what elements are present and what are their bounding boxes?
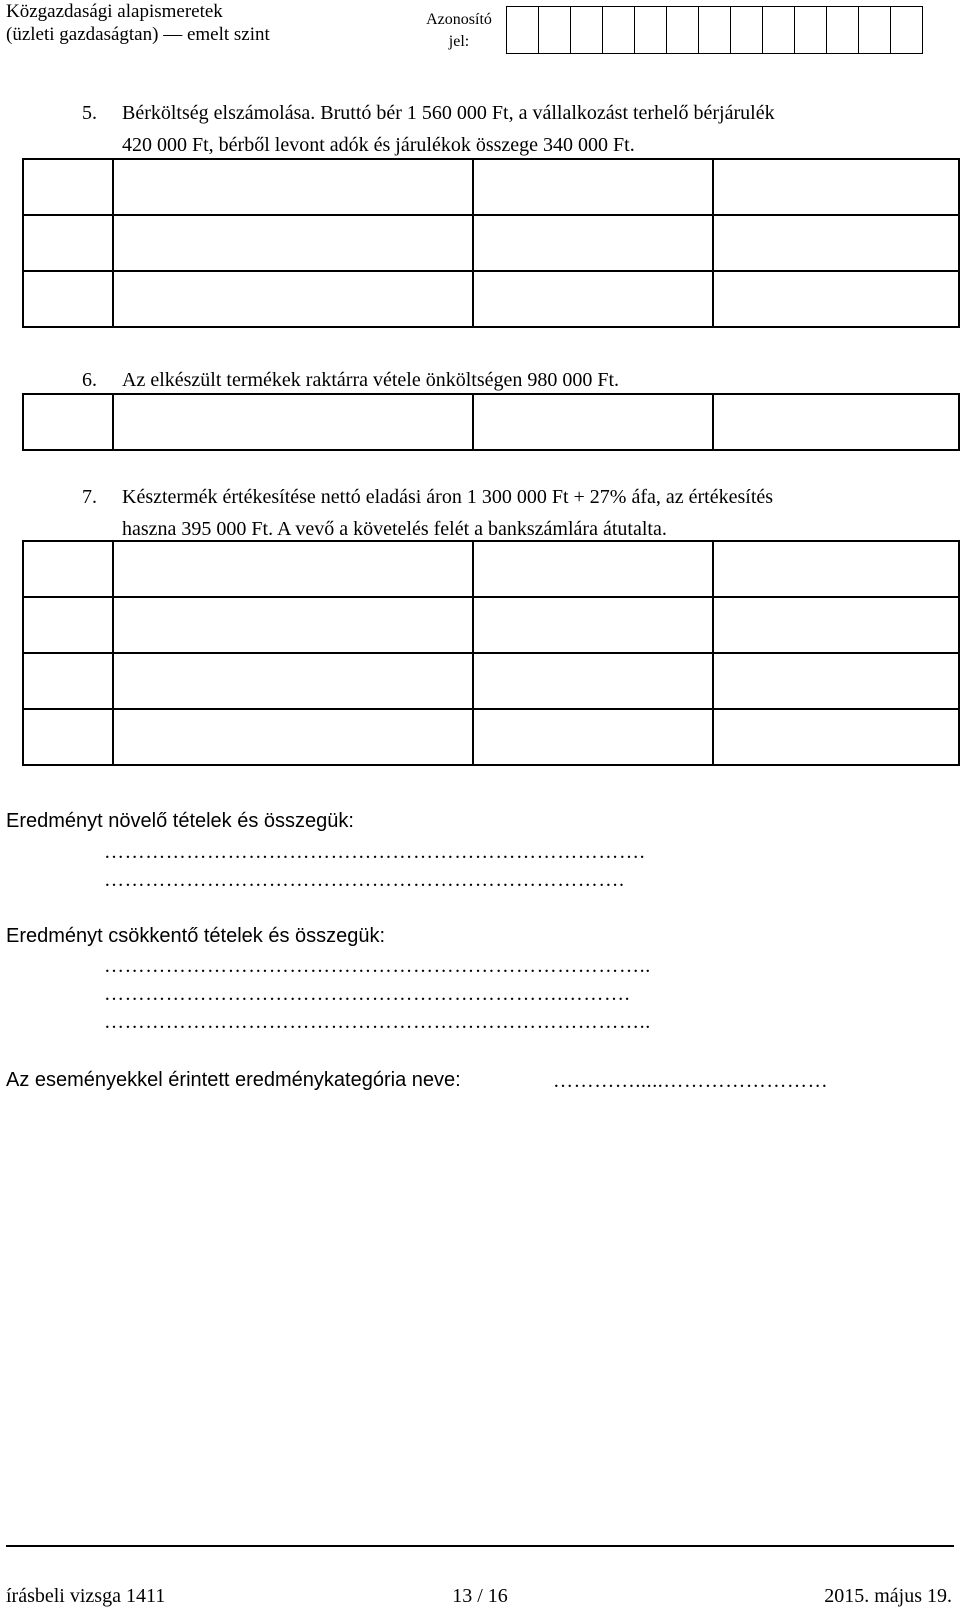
- category-answer-line[interactable]: ………….....……………………: [553, 1070, 829, 1092]
- subject-line-2: (üzleti gazdaságtan) — emelt szint: [6, 24, 270, 45]
- page-number: 13 / 16: [452, 1585, 508, 1607]
- cell[interactable]: [713, 271, 959, 327]
- table-row: [23, 159, 959, 215]
- exam-subject: [6, 0, 270, 46]
- answer-line[interactable]: ………………………………………………………………….: [104, 869, 625, 891]
- subject-line-1: Közgazdasági alapismeretek: [6, 1, 223, 22]
- answer-table-7: [22, 540, 960, 766]
- table-row: [23, 271, 959, 327]
- question-text: Bérköltség elszámolása. Bruttó bér 1 560 000 Ft, a vállalkozást terhelő bérjárulék: [122, 102, 775, 124]
- cell[interactable]: [113, 159, 473, 215]
- answer-line[interactable]: …………………………………………………………………….: [104, 841, 646, 863]
- cell[interactable]: [23, 271, 113, 327]
- cell[interactable]: [23, 159, 113, 215]
- cell[interactable]: [713, 394, 959, 450]
- question-text: Késztermék értékesítése nettó eladási áron 1 300 000 Ft + 27% áfa, az értékesítés: [122, 486, 774, 508]
- id-code-box[interactable]: [538, 6, 571, 54]
- question-text-cont: haszna 395 000 Ft. A vevő a követelés felét a bankszámlára átutalta.: [122, 518, 667, 540]
- cell[interactable]: [473, 709, 713, 765]
- cell[interactable]: [113, 653, 473, 709]
- id-code-boxes[interactable]: [506, 6, 923, 54]
- id-code-box[interactable]: [602, 6, 635, 54]
- cell[interactable]: [23, 709, 113, 765]
- cell[interactable]: [473, 394, 713, 450]
- cell[interactable]: [473, 597, 713, 653]
- cell[interactable]: [473, 159, 713, 215]
- decrease-items-label: Eredményt csökkentő tételek és összegük:: [6, 925, 386, 947]
- id-code-box[interactable]: [890, 6, 923, 54]
- id-code-box[interactable]: [794, 6, 827, 54]
- cell[interactable]: [113, 709, 473, 765]
- table-row: [23, 653, 959, 709]
- answer-table-5: [22, 158, 960, 328]
- exam-date: 2015. május 19.: [824, 1585, 952, 1607]
- question-number: 5.: [82, 102, 97, 124]
- id-code-box[interactable]: [698, 6, 731, 54]
- cell[interactable]: [473, 215, 713, 271]
- cell[interactable]: [23, 597, 113, 653]
- question-7: [82, 481, 952, 545]
- cell[interactable]: [713, 541, 959, 597]
- cell[interactable]: [113, 215, 473, 271]
- question-5: [82, 97, 952, 161]
- answer-line[interactable]: ……………………………………………………………………..: [104, 1011, 651, 1033]
- question-number: 6.: [82, 369, 97, 391]
- id-label-line-1: Azonosító: [426, 11, 492, 28]
- id-code-box[interactable]: [666, 6, 699, 54]
- id-code-box[interactable]: [506, 6, 539, 54]
- id-code-box[interactable]: [634, 6, 667, 54]
- cell[interactable]: [473, 653, 713, 709]
- cell[interactable]: [473, 271, 713, 327]
- table-row: [23, 394, 959, 450]
- cell[interactable]: [713, 653, 959, 709]
- answer-table-6: [22, 393, 960, 451]
- id-code-box[interactable]: [570, 6, 603, 54]
- cell[interactable]: [713, 709, 959, 765]
- footer-exam-code: írásbeli vizsga 1411: [6, 1585, 166, 1607]
- cell[interactable]: [113, 394, 473, 450]
- id-label: [420, 9, 498, 53]
- category-label: Az eseményekkel érintett eredménykategória neve:: [6, 1069, 461, 1091]
- cell[interactable]: [23, 541, 113, 597]
- table-row: [23, 597, 959, 653]
- cell[interactable]: [713, 159, 959, 215]
- cell[interactable]: [473, 541, 713, 597]
- table-row: [23, 709, 959, 765]
- cell[interactable]: [23, 653, 113, 709]
- cell[interactable]: [113, 597, 473, 653]
- id-code-box[interactable]: [762, 6, 795, 54]
- table-row: [23, 215, 959, 271]
- question-text-cont: 420 000 Ft, bérből levont adók és járulékok összege 340 000 Ft.: [122, 134, 635, 156]
- question-number: 7.: [82, 486, 97, 508]
- increase-items-label: Eredményt növelő tételek és összegük:: [6, 810, 354, 832]
- footer-divider: [6, 1545, 954, 1547]
- cell[interactable]: [113, 541, 473, 597]
- cell[interactable]: [713, 215, 959, 271]
- answer-line[interactable]: ……………………………………………………………………..: [104, 955, 651, 977]
- cell[interactable]: [23, 394, 113, 450]
- id-label-line-2: jel:: [448, 33, 470, 50]
- table-row: [23, 541, 959, 597]
- id-code-box[interactable]: [826, 6, 859, 54]
- answer-line[interactable]: ………………………………………………………….……….: [104, 983, 631, 1005]
- id-code-box[interactable]: [730, 6, 763, 54]
- id-code-box[interactable]: [858, 6, 891, 54]
- cell[interactable]: [113, 271, 473, 327]
- question-6: [82, 364, 952, 396]
- cell[interactable]: [23, 215, 113, 271]
- question-text: Az elkészült termékek raktárra vétele önköltségen 980 000 Ft.: [122, 369, 620, 391]
- cell[interactable]: [713, 597, 959, 653]
